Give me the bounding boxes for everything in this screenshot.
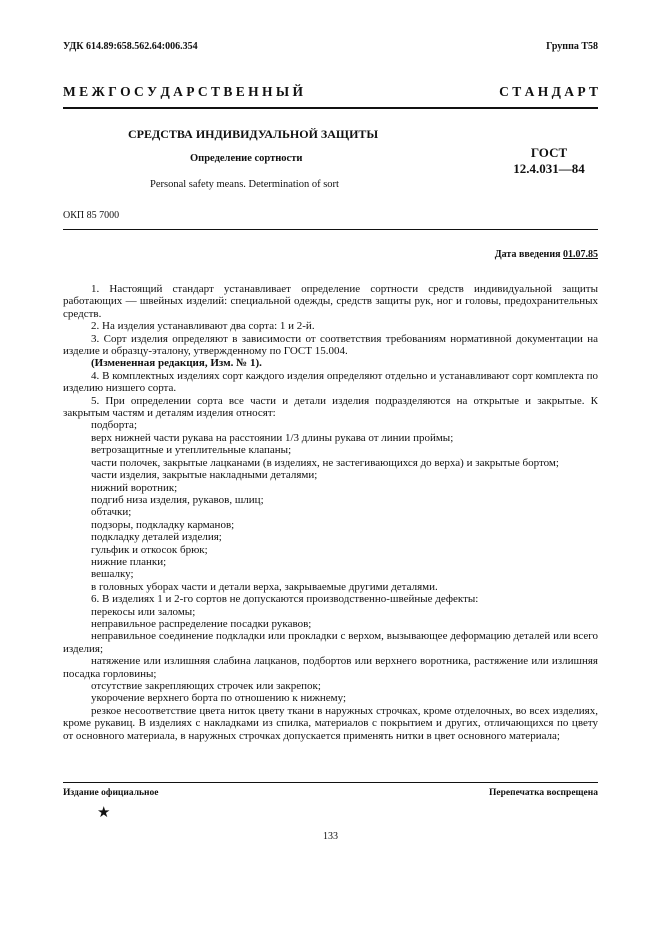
paragraph: перекосы или заломы; — [91, 605, 196, 618]
paragraph: обтачки; — [91, 506, 132, 519]
banner-rule — [63, 107, 598, 109]
paragraph: подгиб низа изделия, рукавов, шлиц; — [91, 493, 264, 506]
paragraph: неправильное распределение посадки рукавов; — [91, 617, 312, 630]
gost-number: 12.4.031—84 — [513, 161, 585, 177]
document-title: СРЕДСТВА ИНДИВИДУАЛЬНОЙ ЗАЩИТЫ — [128, 127, 379, 141]
header-rule — [63, 229, 598, 230]
paragraph: вешалку; — [91, 568, 134, 581]
paragraph: натяжение или излишняя слабина лацканов, подбортов или верхнего воротника, растяжение или излишняя посадка горловины; — [63, 655, 598, 680]
official-edition: Издание официальное — [63, 788, 159, 798]
paragraph: нижние планки; — [91, 555, 167, 568]
paragraph: (Измененная редакция, Изм. № 1). — [91, 357, 262, 370]
banner-right: С Т А Н Д А Р Т — [499, 84, 598, 99]
standard-banner — [63, 84, 598, 100]
english-title: Personal safety means. Determination of sort — [150, 179, 339, 190]
paragraph: резкое несоответствие цвета ниток цвету ткани в наружных строчках, кроме отделочных, во всех изделиях, кроме рукавиц. В изделиях с накладками из спилка, материалов с покрытием и других, отличающихся по цвету от основного материала, в наружных строчках допускается применять нитки в цвет основного материала; — [63, 704, 598, 742]
date-value: 01.07.85 — [563, 249, 598, 260]
document-body — [63, 283, 598, 742]
paragraph: части полочек, закрытые лацканами (в изделиях, не застегивающихся до верха) и закрытые бортом; — [91, 456, 559, 469]
paragraph: ветрозащитные и утеплительные клапаны; — [91, 444, 292, 457]
page-number: 133 — [323, 831, 338, 842]
paragraph: 4. В комплектных изделиях сорт каждого изделия определяют отдельно и устанавливают сорт комплекта по изделию низшего сорта. — [63, 369, 598, 395]
paragraph: 5. При определении сорта все части и детали изделия подразделяются на открытые и закрытые. К закрытым частям и деталям изделия относят: — [63, 394, 598, 420]
paragraph: укорочение верхнего борта по отношению к нижнему; — [91, 692, 347, 705]
reprint-prohibited: Перепечатка воспрещена — [488, 788, 598, 798]
date-label: Дата введения — [494, 249, 561, 260]
paragraph: 6. В изделиях 1 и 2-го сортов не допускаются производственно-швейные дефекты: — [91, 593, 479, 606]
paragraph: 2. На изделия устанавливают два сорта: 1 и 2-й. — [91, 320, 315, 333]
paragraph: верх нижней части рукава на расстоянии 1/3 длины рукава от линии проймы; — [91, 431, 454, 444]
footer-rule — [63, 782, 598, 783]
paragraph: нижний воротник; — [91, 481, 178, 494]
udk-code: УДК 614.89:658.562.64:006.354 — [63, 41, 198, 52]
paragraph: части изделия, закрытые накладными деталями; — [91, 469, 318, 482]
paragraph: отсутствие закрепляющих строчек или закрепок; — [91, 680, 321, 692]
paragraph: неправильное соединение подкладки или прокладки с верхом, вызывающее деформацию деталей или всего изделия; — [63, 630, 598, 655]
star-icon: ★ — [97, 805, 111, 821]
document-subtitle: Определение сортности — [190, 153, 303, 164]
okp-code: ОКП 85 7000 — [63, 210, 120, 221]
paragraph: гульфик и откосок брюк; — [91, 543, 208, 556]
group-code: Группа Т58 — [546, 41, 598, 52]
gost-label: ГОСТ — [530, 145, 568, 160]
paragraph: 1. Настоящий стандарт устанавливает определение сортности средств индивидуальной защиты работающих — швейных изделий: специальной одежды, средств защиты рук, ног и головы, предохранительных средств. — [63, 283, 598, 320]
paragraph: подкладку деталей изделия; — [91, 531, 222, 544]
effective-date — [495, 249, 598, 260]
paragraph: 3. Сорт изделия определяют в зависимости от соответствия требованиям нормативной документации на изделие и образцу-эталону, утвержденному по ГОСТ 15.004. — [63, 332, 598, 358]
banner-left: М Е Ж Г О С У Д А Р С Т В Е Н Н Ы Й — [63, 84, 304, 99]
gost-designation — [500, 145, 598, 178]
paragraph: подборта; — [91, 419, 137, 432]
paragraph: в головных уборах части и детали верха, закрываемые другими деталями. — [91, 580, 438, 593]
paragraph: подзоры, подкладку карманов; — [91, 518, 235, 531]
